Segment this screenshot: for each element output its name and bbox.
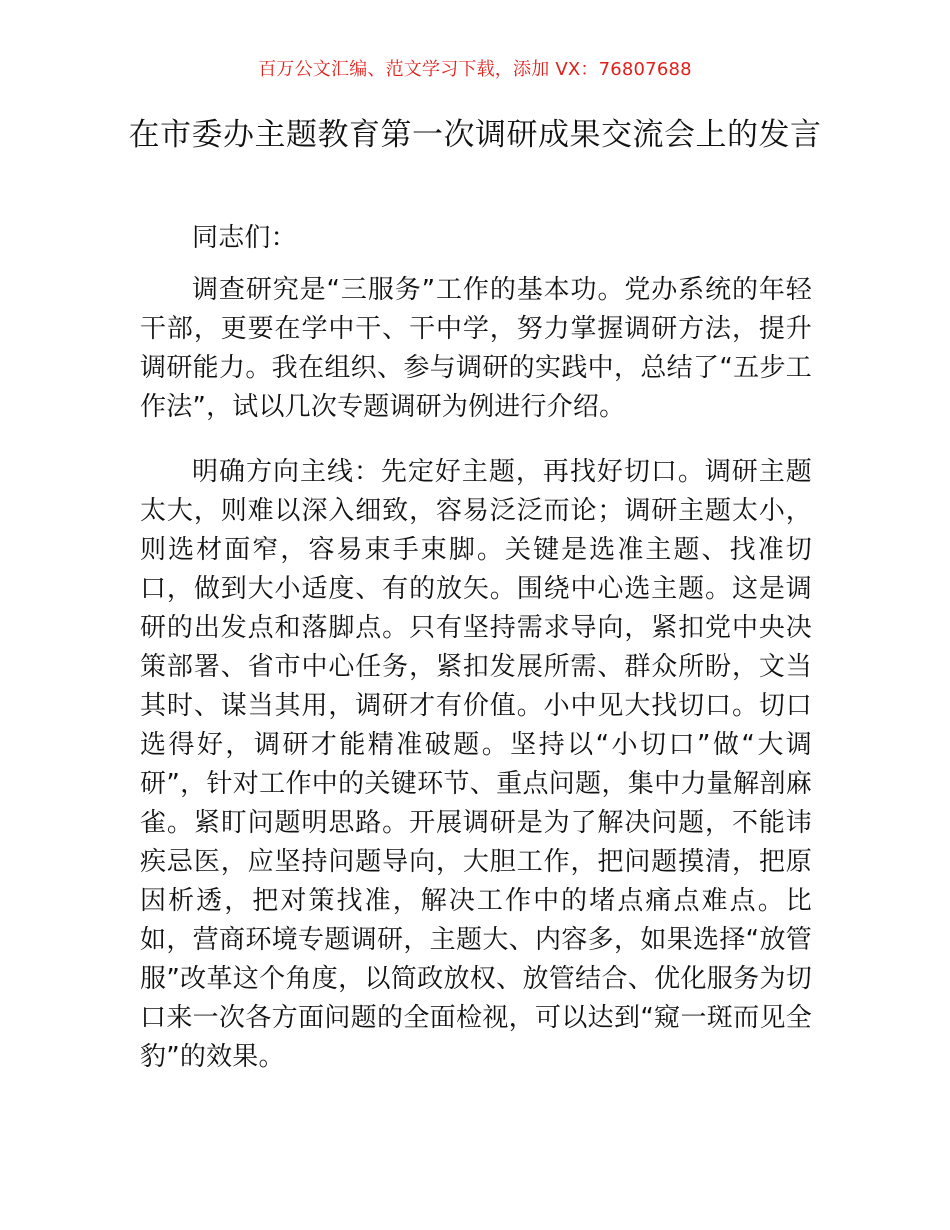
paragraph-2: 明确方向主线：先定好主题，再找好切口。调研主题太大，则难以深入细致，容易泛泛而论；调研主题太小，则选材面窄，容易束手束脚。关键是选准主题、找准切口，做到大小适度、有的放矢。围绕中心选主题。这是调研的出发点和落脚点。只有坚持需求导向，紧扣党中央决策部署、省市中心任务，紧扣发展所需、群众所盼，文当其时、谋当其用，调研才有价值。小中见大找切口。切口选得好，调研才能精准破题。坚持以“小切口”做“大调研”，针对工作中的关键环节、重点问题，集中力量解剖麻雀。紧盯问题明思路。开展调研是为了解决问题，不能讳疾忌医，应坚持问题导向，大胆工作，把问题摸清，把原因析透，把对策找准，解决工作中的堵点痛点难点。比如，营商环境专题调研，主题大、内容多，如果选择“放管服”改革这个角度，以简政放权、放管结合、优化服务为切口来一次各方面问题的全面检视，可以达到“窥一斑而见全豹”的效果。	[140, 457, 812, 1072]
paragraph-1: 调查研究是“三服务”工作的基本功。党办系统的年轻干部，更要在学中干、干中学，努力掌握调研方法，提升调研能力。我在组织、参与调研的实践中，总结了“五步工作法”，试以几次专题调研为例进行介绍。	[140, 275, 812, 422]
header-banner: 百万公文汇编、范文学习下载，添加 VX：76807688	[258, 59, 692, 80]
salutation: 同志们：	[192, 223, 297, 253]
document-title: 在市委办主题教育第一次调研成果交流会上的发言	[128, 117, 822, 153]
